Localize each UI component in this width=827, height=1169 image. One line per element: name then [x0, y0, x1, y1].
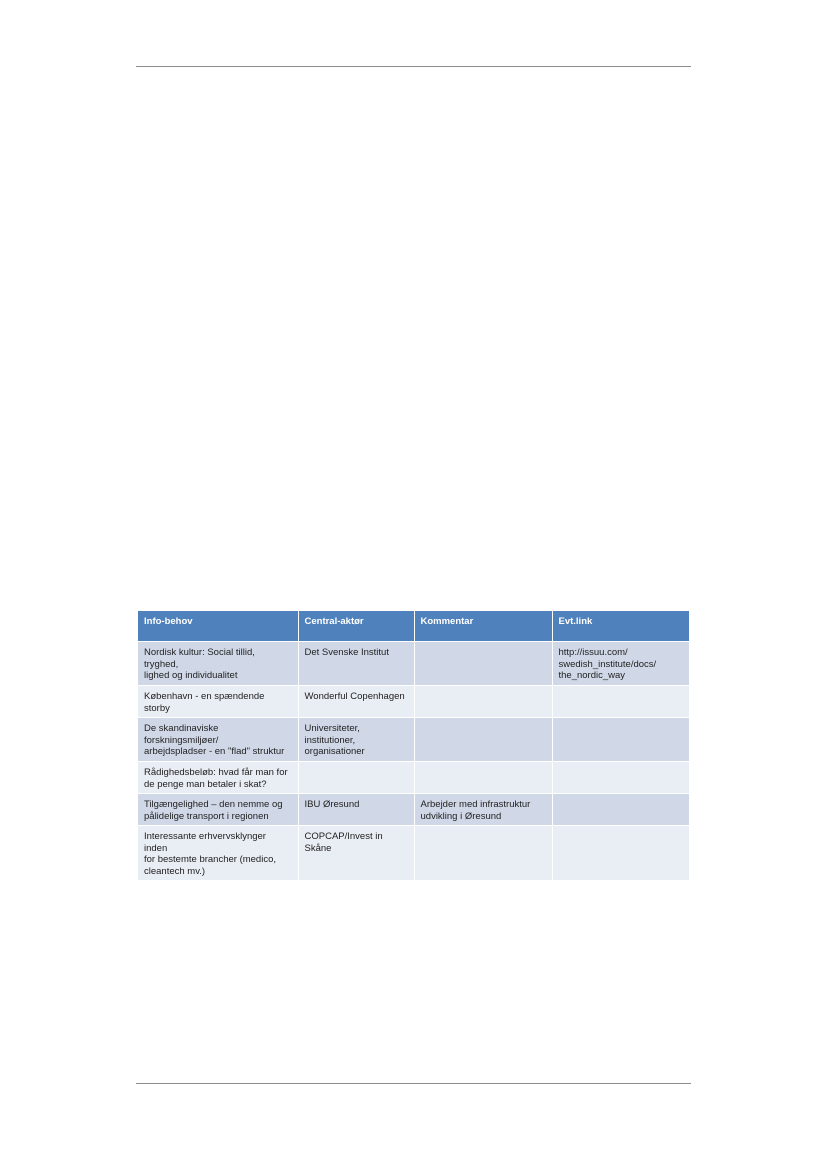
table-header-row [138, 611, 689, 642]
table-cell [298, 642, 414, 686]
table-cell [552, 642, 689, 686]
table-cell [138, 642, 298, 686]
table-row [138, 686, 689, 718]
cell-text: De skandinaviske forskningsmiljøer/ arbejdspladser - en "flad" struktur [144, 723, 285, 757]
table-cell [414, 794, 552, 826]
table-cell [414, 826, 552, 881]
cell-text: Wonderful Copenhagen [304, 691, 405, 702]
header-rule [136, 66, 691, 67]
table-cell [298, 794, 414, 826]
column-header-central-aktor: Central-aktør [298, 611, 414, 642]
table-cell [552, 794, 689, 826]
table-row [138, 826, 689, 881]
table-row [138, 762, 689, 794]
table-cell [298, 718, 414, 762]
cell-text: Arbejder med infrastruktur udvikling i Øresund [420, 799, 531, 822]
cell-text: Tilgængelighed – den nemme og pålidelige transport i regionen [144, 799, 283, 822]
cell-text: IBU Øresund [304, 799, 360, 810]
table-cell [552, 686, 689, 718]
column-header-kommentar: Kommentar [414, 611, 552, 642]
table-cell [552, 762, 689, 794]
table-cell [552, 718, 689, 762]
cell-text: Interessante erhvervsklynger inden for bestemte brancher (medico, cleantech mv.) [144, 831, 277, 877]
table-cell [138, 686, 298, 718]
column-header-info-behov: Info-behov [138, 611, 298, 642]
table-cell [298, 826, 414, 881]
table-row [138, 794, 689, 826]
cell-text: Universiteter, institutioner, organisationer [304, 723, 365, 757]
cell-text: Nordisk kultur: Social tillid, tryghed, lighed og individualitet [144, 647, 255, 681]
table-cell [138, 762, 298, 794]
footer-rule [136, 1083, 691, 1084]
table-cell [138, 794, 298, 826]
table-cell [138, 718, 298, 762]
table-cell [552, 826, 689, 881]
info-table [138, 611, 689, 880]
table-cell [414, 642, 552, 686]
table-row [138, 642, 689, 686]
cell-text: København - en spændende storby [144, 691, 265, 714]
table-cell [414, 762, 552, 794]
column-header-evt-link: Evt.link [552, 611, 689, 642]
cell-text: COPCAP/Invest in Skåne [304, 831, 383, 854]
table-cell [414, 686, 552, 718]
cell-text: Det Svenske Institut [304, 647, 389, 658]
cell-text: Rådighedsbeløb: hvad får man for de penge man betaler i skat? [144, 767, 288, 790]
table-row [138, 718, 689, 762]
table-cell [298, 762, 414, 794]
table-cell [138, 826, 298, 881]
table-cell [298, 686, 414, 718]
link-text: http://issuu.com/ swedish_institute/docs/ the_nordic_way [558, 647, 657, 681]
table-cell [414, 718, 552, 762]
